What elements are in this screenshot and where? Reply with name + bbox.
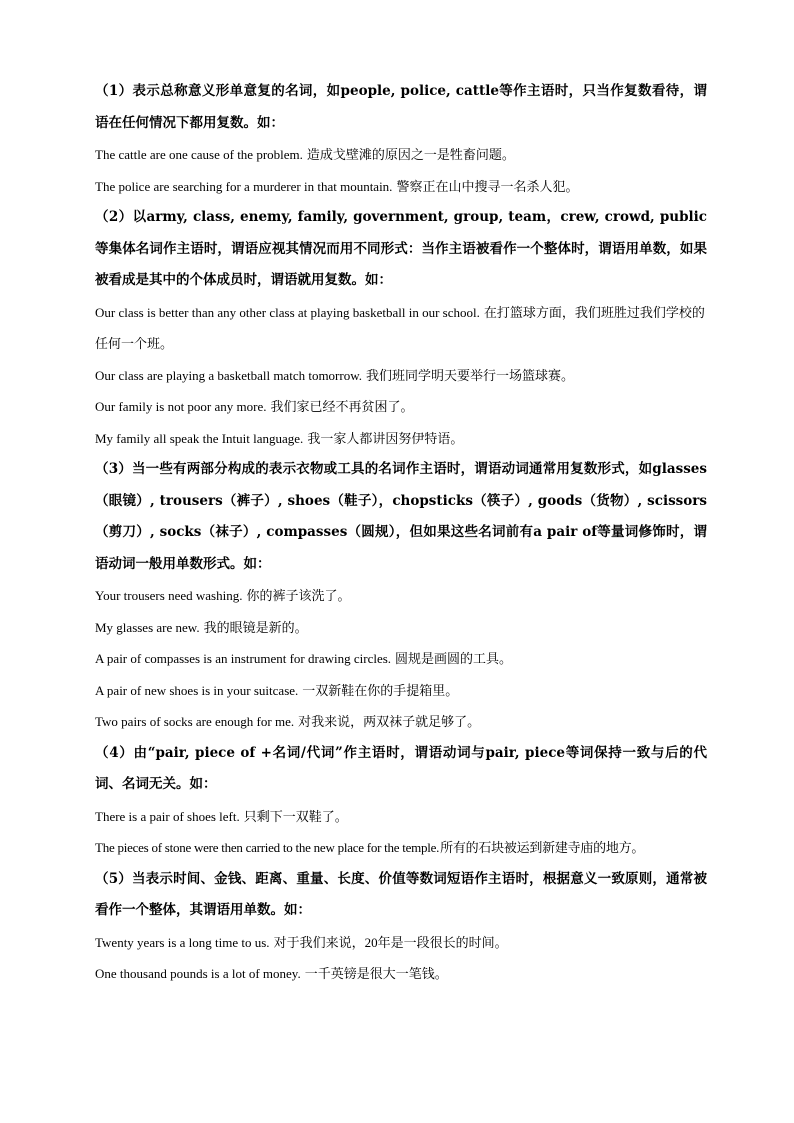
example-3-1 xyxy=(95,580,707,612)
rule-2: （2）以army, class, enemy, family, government, group, team，crew, crowd, public等集体名词作主语时，谓语应视其情况而用不同形式：当作主语被看作一个整体时，谓语用单数，如果被看成是其中的个体成员时，谓语就用复数。如： xyxy=(95,209,707,288)
example-3-4 xyxy=(95,675,707,707)
example-en: Our class are playing a basketball match tomorrow. xyxy=(95,367,363,383)
example-en: A pair of new shoes is in your suitcase. xyxy=(95,682,299,698)
rule-4: （4）由“pair, piece of +名词/代词”作主语时，谓语动词与pair, piece等词保持一致与后的代词、名词无关。如： xyxy=(95,744,707,792)
example-zh: 造成戈壁滩的原因之一是牲畜问题。 xyxy=(306,147,515,162)
example-zh: 我们班同学明天要举行一场篮球赛。 xyxy=(366,367,575,383)
example-zh: 对我来说，两双袜子就足够了。 xyxy=(298,714,481,729)
example-4-1 xyxy=(95,801,707,833)
example-en: My glasses are new. xyxy=(95,619,200,635)
example-en: The police are searching for a murderer in that mountain. xyxy=(95,178,393,194)
example-3-5 xyxy=(95,706,707,738)
example-zh: 我的眼镜是新的。 xyxy=(203,619,308,635)
example-zh: 警察正在山中搜寻一名杀人犯。 xyxy=(396,178,579,194)
example-1-2 xyxy=(95,171,707,203)
rule-1: （1）表示总称意义形单意复的名词，如people, police, cattle等作主语时，只当作复数看待，谓语在任何情况下都用复数。如： xyxy=(95,83,707,131)
example-3-2 xyxy=(95,612,707,644)
example-en: Two pairs of socks are enough for me. xyxy=(95,714,295,729)
example-zh: 我一家人都讲因努伊特语。 xyxy=(307,430,464,446)
example-en: One thousand pounds is a lot of money. xyxy=(95,966,301,981)
example-zh: 所有的石块被运到新建寺庙的地方。 xyxy=(440,840,645,855)
example-1-1 xyxy=(95,139,707,171)
example-zh: 只剩下一双鞋了。 xyxy=(243,808,348,824)
example-zh: 在打篮球方面，我们班胜过我们学校的任何一个班。 xyxy=(95,304,705,351)
example-2-1 xyxy=(95,297,707,360)
example-en: Our class is better than any other class at playing basketball in our school. xyxy=(95,304,480,320)
example-en: Our family is not poor any more. xyxy=(95,399,267,414)
example-en: Your trousers need washing. xyxy=(95,588,243,603)
example-en: There is a pair of shoes left. xyxy=(95,808,240,824)
example-zh: 你的裤子该洗了。 xyxy=(246,588,351,603)
example-5-1 xyxy=(95,927,707,959)
example-5-2 xyxy=(95,958,707,990)
rule-3: （3）当一些有两部分构成的表示衣物或工具的名词作主语时，谓语动词通常用复数形式，如glasses（眼镜）, trousers（裤子）, shoes（鞋子），chopsticks（筷子）, goods（货物）, scissors（剪刀）, socks（袜子）, compasses（圆规），但如果这些名词前有a pair of等量词修饰时，谓语动词一般用单数形式。如： xyxy=(95,461,707,572)
example-en: Twenty years is a long time to us. xyxy=(95,934,270,950)
example-3-3 xyxy=(95,643,707,675)
example-en: The pieces of stone were then carried to the new place for the temple. xyxy=(95,840,440,855)
example-zh: 圆规是画圆的工具。 xyxy=(395,651,513,666)
example-zh: 一千英镑是很大一笔钱。 xyxy=(304,966,448,981)
example-4-2 xyxy=(95,832,707,864)
example-zh: 一双新鞋在你的手提箱里。 xyxy=(302,682,459,698)
example-en: A pair of compasses is an instrument for drawing circles. xyxy=(95,651,392,666)
example-2-4 xyxy=(95,423,707,455)
example-2-3 xyxy=(95,391,707,423)
example-2-2 xyxy=(95,360,707,392)
rule-5: （5）当表示时间、金钱、距离、重量、长度、价值等数词短语作主语时，根据意义一致原则，通常被看作一个整体，其谓语用单数。如： xyxy=(95,870,707,918)
example-en: The cattle are one cause of the problem. xyxy=(95,147,303,162)
example-en: My family all speak the Intuit language. xyxy=(95,430,304,446)
example-zh: 我们家已经不再贫困了。 xyxy=(270,399,414,414)
document-page xyxy=(95,76,707,990)
example-zh: 对于我们来说，20年是一段很长的时间。 xyxy=(273,934,508,950)
